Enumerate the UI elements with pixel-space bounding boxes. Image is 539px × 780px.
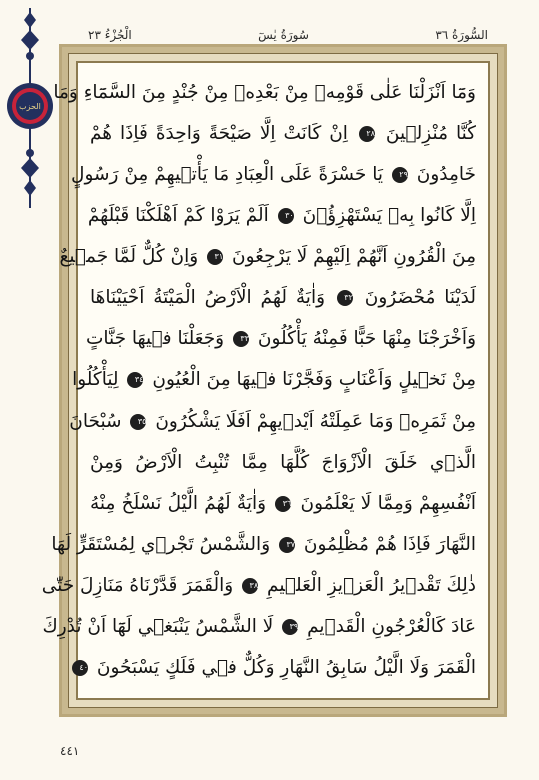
verse-text: وَالشَّمْسُ تَجْر۪ي لِمُسْتَقَرٍّ لَهَا <box>51 533 271 555</box>
verse-text: وَاٰيَةٌ لَهُمُ الْاَرْضُ الْمَيْتَةُ اَحْيَيْنَاهَا <box>90 287 326 309</box>
verse-line <box>59 237 476 277</box>
verse-line <box>71 155 476 195</box>
ayah-number-marker: ٢٩ <box>392 167 408 183</box>
verse-line <box>85 319 476 359</box>
verse-text: سُبْحَانَ <box>69 410 122 432</box>
ayah-number-marker: ٣٤ <box>127 372 143 388</box>
ayah-number-marker: ٣٩ <box>282 619 298 635</box>
page-header <box>88 26 488 44</box>
verse-text: النَّهَارَ فَاِذَا هُمْ مُظْلِمُونَ <box>303 533 476 555</box>
verse-text: اَلَمْ يَرَوْا كَمْ اَهْلَكْنَا قَبْلَهُمْ <box>87 205 269 227</box>
verse-text: لِيَأْكُلُوا <box>72 369 119 391</box>
ayah-number-marker: ٣٥ <box>130 414 146 430</box>
verse-text: اِنْ كَانَتْ اِلَّا صَيْحَةً وَاحِدَةً فَاِذَا هُمْ <box>90 123 348 145</box>
verse-text: يَا حَسْرَةً عَلَى الْعِبَادِ مَا يَأْت۪يهِمْ مِنْ رَسُولٍ <box>71 164 383 186</box>
verse-text: اَنْفُسِهِمْ وَمِمَّا لَا يَعْلَمُونَ <box>300 492 476 514</box>
verse-text: لَدَيْنَا مُحْضَرُونَ <box>364 287 476 309</box>
verse-text: وَاٰيَةٌ لَهُمُ الَّيْلُ نَسْلَخُ مِنْهُ <box>90 492 267 514</box>
verse-text: وَاَخْرَجْنَا مِنْهَا حَبًّا فَمِنْهُ يَأْكُلُونَ <box>257 328 476 350</box>
verse-text: خَامِدُونَ <box>416 164 476 186</box>
ayah-number-marker: ٣٦ <box>275 496 291 512</box>
surah-name: سُورَةُ يٰسٓ <box>258 28 309 42</box>
verse-text: مِنْ ثَمَرِهٖ وَمَا عَمِلَتْهُ اَيْد۪يهِمْ اَفَلَا يَشْكُرُونَ <box>155 410 476 432</box>
verse-line <box>72 360 476 400</box>
text-frame <box>41 44 507 717</box>
verse-text: عَادَ كَالْعُرْجُونِ الْقَد۪يمِ <box>307 615 476 637</box>
page-number: ٤٤١ <box>60 744 80 758</box>
verse-text: كُنَّا مُنْزِل۪ينَ <box>385 123 476 145</box>
verse-text: وَمَٓا اَنْزَلْنَا عَلٰى قَوْمِهٖ مِنْ بَعْدِهٖ مِنْ جُنْدٍ مِنَ السَّمَٓاءِ وَمَا <box>53 82 476 103</box>
ayah-number-marker: ٣٢ <box>337 290 353 306</box>
verse-text: لَا الشَّمْسُ يَنْبَغ۪ي لَهَٓا اَنْ تُدْرِكَ <box>42 615 274 637</box>
ayah-number-marker: ٣٧ <box>279 537 295 553</box>
verse-text: الَّذ۪ي خَلَقَ الْاَزْوَاجَ كُلَّهَا مِمَّا تُنْبِتُ الْاَرْضُ وَمِنْ <box>90 451 476 473</box>
hizb-label: الحزب <box>19 102 41 111</box>
verse-text: وَاِنْ كُلٌّ لَمَّا جَم۪يعٌ <box>59 246 199 268</box>
ayah-number-marker: ٣٣ <box>233 331 249 347</box>
verse-text: وَجَعَلْنَا ف۪يهَا جَنَّاتٍ <box>85 328 225 350</box>
verse-text: الْقَمَرَ وَلَا الَّيْلُ سَابِقُ النَّهَارِ وَكُلٌّ ف۪ي فَلَكٍ يَسْبَحُونَ <box>96 656 476 678</box>
verse-text: مِنَ الْقُرُونِ اَنَّهُمْ اِلَيْهِمْ لَا يَرْجِعُونَ <box>232 246 476 268</box>
surah-number: السُّورَةُ ٣٦ <box>435 28 488 42</box>
verse-line <box>79 648 476 688</box>
verse-line <box>90 114 476 154</box>
ayah-number-marker: ٢٨ <box>359 126 375 142</box>
verse-text: مِنْ نَخ۪يلٍ وَاَعْنَابٍ وَفَجَّرْنَا ف۪يهَا مِنَ الْعُيُونِ <box>152 369 476 391</box>
ayah-number-marker: ٤٠ <box>72 660 88 676</box>
verse-line <box>90 484 476 524</box>
verse-line <box>53 73 476 113</box>
verse-text: ذٰلِكَ تَقْد۪يرُ الْعَز۪يزِ الْعَل۪يمِ <box>267 574 476 596</box>
verse-text: اِلَّا كَانُوا بِهٖ يَسْتَهْزِؤُ۫نَ <box>302 205 476 227</box>
verse-line <box>90 278 476 318</box>
verse-text: وَالْقَمَرَ قَدَّرْنَاهُ مَنَازِلَ حَتّٰى <box>41 574 234 596</box>
ayah-number-marker: ٣٠ <box>278 208 294 224</box>
verse-lines <box>41 73 476 688</box>
verse-line <box>90 443 476 483</box>
verse-line <box>87 196 476 236</box>
juz-label: الْجُزْءُ ٢٣ <box>88 28 132 42</box>
verse-line <box>42 607 476 647</box>
ayah-number-marker: ٣١ <box>207 249 223 265</box>
verse-line <box>51 525 476 565</box>
verse-line <box>41 566 476 606</box>
hizb-ornament-icon <box>6 8 54 208</box>
ayah-number-marker: ٣٨ <box>242 578 258 594</box>
verse-line <box>69 402 476 442</box>
